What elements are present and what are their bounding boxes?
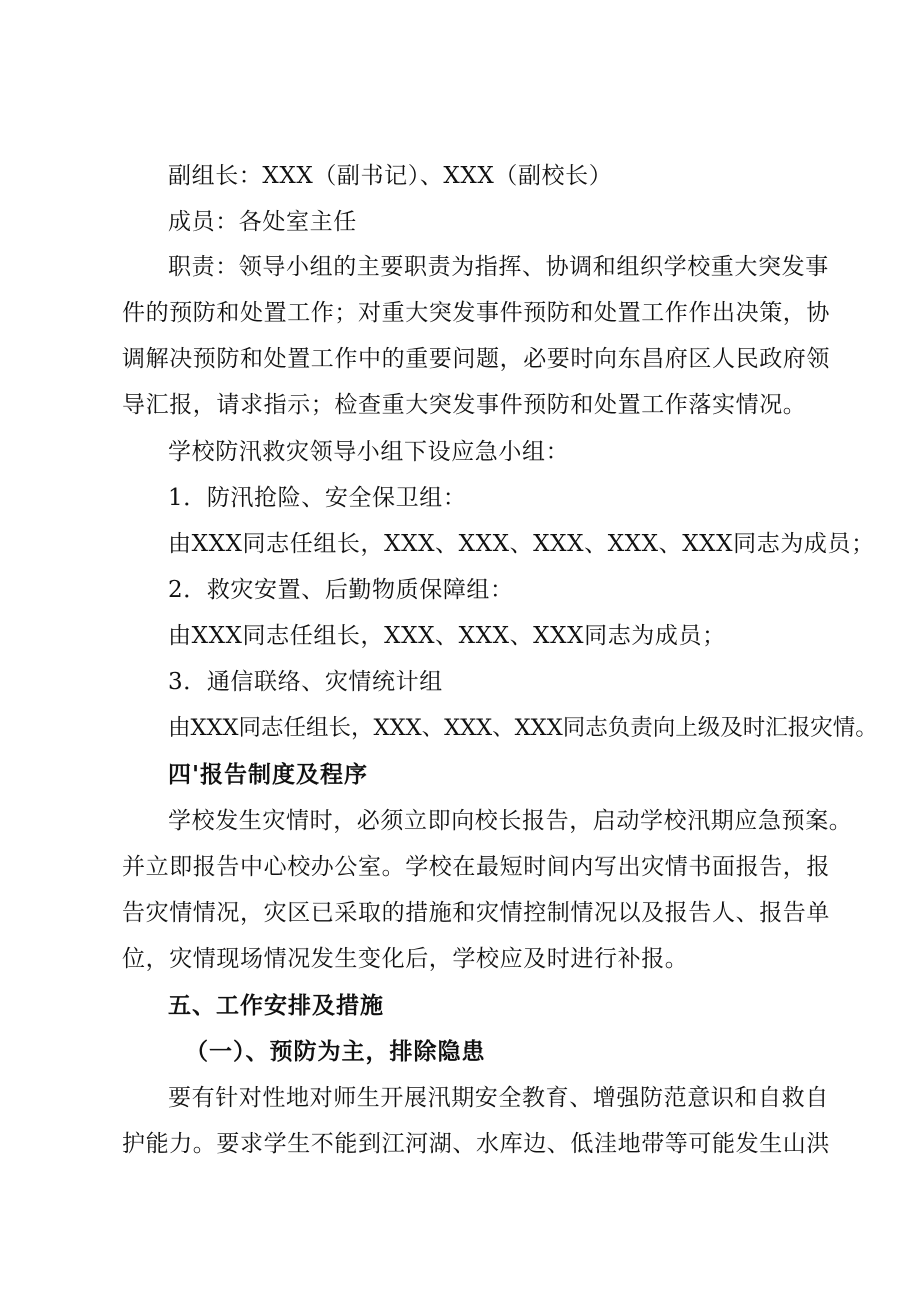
duties-line-2: 件的预防和处置工作；对重大突发事件预防和处置工作作出决策，协 [122,300,830,326]
subgroups-intro: 学校防汛救灾领导小组下设应急小组： [168,439,570,465]
members-line: 成员：各处室主任 [168,209,357,235]
group1-title: 1．防汛抢险、安全保卫组： [168,485,467,511]
report-line-2: 并立即报告中心校办公室。学校在最短时间内写出灾情书面报告，报 [122,854,830,880]
prevention-line-1: 要有针对性地对师生开展汛期安全教育、增强防范意识和自救自 [168,1085,829,1111]
group2-title: 2．救灾安置、后勤物质保障组： [168,577,514,603]
group1-members: 由XXX同志任组长，XXX、XXX、XXX、XXX、XXX同志为成员； [168,531,875,557]
section4-heading: 四'报告制度及程序 [168,762,369,788]
group2-members: 由XXX同志任组长，XXX、XXX、XXX同志为成员； [168,623,726,649]
group3-title: 3．通信联络、灾情统计组 [168,669,443,695]
report-line-3: 告灾情情况，灾区已采取的措施和灾情控制情况以及报告人、报告单 [122,900,830,926]
duties-line-1: 职责：领导小组的主要职责为指挥、协调和组织学校重大突发事 [168,254,829,280]
report-line-4: 位，灾情现场情况发生变化后，学校应及时进行补报。 [122,946,689,972]
subsection1-heading: （一）、预防为主，排除隐患 [185,1039,486,1065]
section5-heading: 五、工作安排及措施 [168,993,384,1019]
report-line-1: 学校发生灾情时，必须立即向校长报告，启动学校汛期应急预案。 [168,808,853,834]
deputy-leader-line: 副组长：XXX（副书记）、XXX（副校长） [168,163,613,189]
duties-line-4: 导汇报，请求指示；检查重大突发事件预防和处置工作落实情况。 [122,392,807,418]
prevention-line-2: 护能力。要求学生不能到江河湖、水库边、低洼地带等可能发生山洪 [122,1131,830,1157]
duties-line-3: 调解决预防和处置工作中的重要问题，必要时向东昌府区人民政府领 [122,346,830,372]
group3-members: 由XXX同志任组长，XXX、XXX、XXX同志负责向上级及时汇报灾情。 [168,715,878,741]
